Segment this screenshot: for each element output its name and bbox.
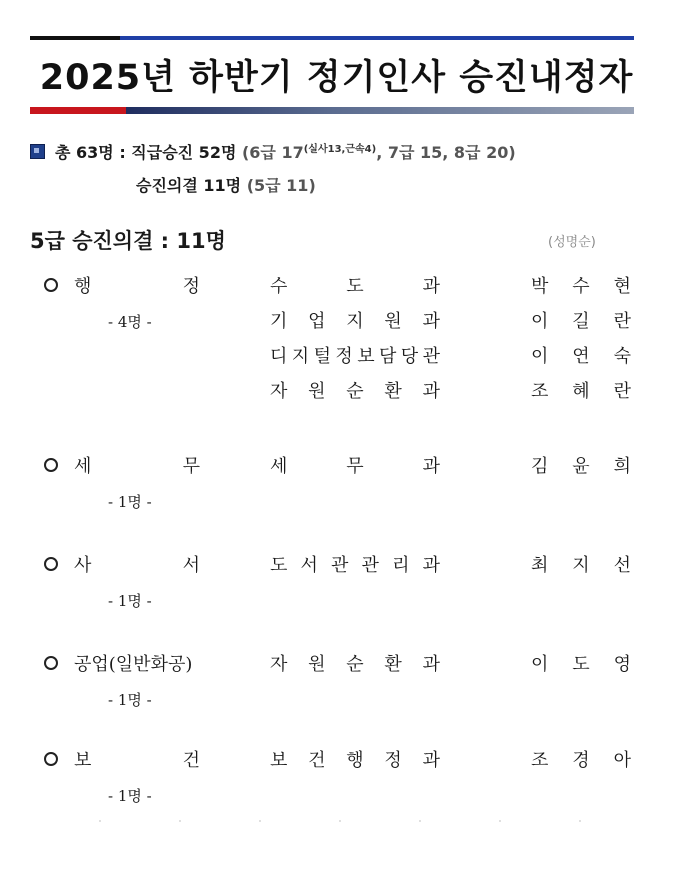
person-name: 조 경 아 [531, 750, 631, 771]
circle-bullet-icon [44, 458, 58, 472]
order-note: (성명순) [548, 235, 596, 250]
person-name: 최 지 선 [531, 555, 631, 576]
category-count: - 1명 - [108, 592, 152, 610]
summary-grade6: (6급 17 [241, 143, 304, 162]
summary-rest: , 7급 15, 8급 20) [376, 143, 516, 162]
category-count: - 4명 - [108, 313, 152, 331]
summary-decision-detail: (5급 11) [246, 176, 316, 195]
circle-bullet-icon [44, 656, 58, 670]
department-name: 보 건 행 정 과 [270, 750, 440, 771]
category-4 [44, 746, 200, 772]
person-name: 이 도 영 [531, 654, 631, 675]
department-name: 자 원 순 환 과 [270, 654, 440, 675]
category-name: 세 무 [74, 456, 200, 477]
page-title: 2025년 하반기 정기인사 승진내정자 [39, 58, 634, 98]
summary-line-1 [30, 140, 516, 163]
top-rule-dark [30, 36, 120, 40]
person-name: 박 수 현 [531, 276, 631, 297]
category-name: 행 정 [74, 276, 200, 297]
top-rule-blue [120, 36, 634, 40]
person-name: 조 혜 란 [531, 381, 631, 402]
circle-bullet-icon [44, 278, 58, 292]
summary-decision: 승진의결 11명 [136, 176, 242, 195]
department-name: 디 지 털 정 보 담 당 관 [270, 346, 440, 367]
department-name: 기 업 지 원 과 [270, 311, 440, 332]
summary-grade6-note: (실사13,근속4) [303, 144, 377, 155]
category-count: - 1명 - [108, 787, 152, 805]
summary-line-2 [136, 173, 316, 196]
person-name: 이 길 란 [531, 311, 631, 332]
person-name: 김 윤 희 [531, 456, 631, 477]
category-2 [44, 551, 200, 577]
category-count: - 1명 - [108, 493, 152, 511]
category-3 [44, 650, 192, 676]
category-name: 사 서 [74, 555, 200, 576]
category-0 [44, 272, 200, 298]
category-count: - 1명 - [108, 691, 152, 709]
department-name: 자 원 순 환 과 [270, 381, 440, 402]
bottom-rule-red [30, 107, 126, 114]
section-heading: 5급 승진의결 : 11명 [30, 229, 226, 253]
circle-bullet-icon [44, 557, 58, 571]
category-1 [44, 452, 200, 478]
category-name: 공업(일반화공) [74, 654, 193, 675]
person-name: 이 연 숙 [531, 346, 631, 367]
summary-total: 총 63명 : 직급승진 52명 [55, 143, 237, 162]
scan-dots [60, 820, 620, 822]
circle-bullet-icon [44, 752, 58, 766]
department-name: 수 도 과 [270, 276, 440, 297]
square-bullet-icon [30, 144, 45, 159]
category-name: 보 건 [74, 750, 200, 771]
department-name: 도 서 관 관 리 과 [270, 555, 440, 576]
department-name: 세 무 과 [270, 456, 440, 477]
bottom-rule-navy [126, 107, 634, 114]
